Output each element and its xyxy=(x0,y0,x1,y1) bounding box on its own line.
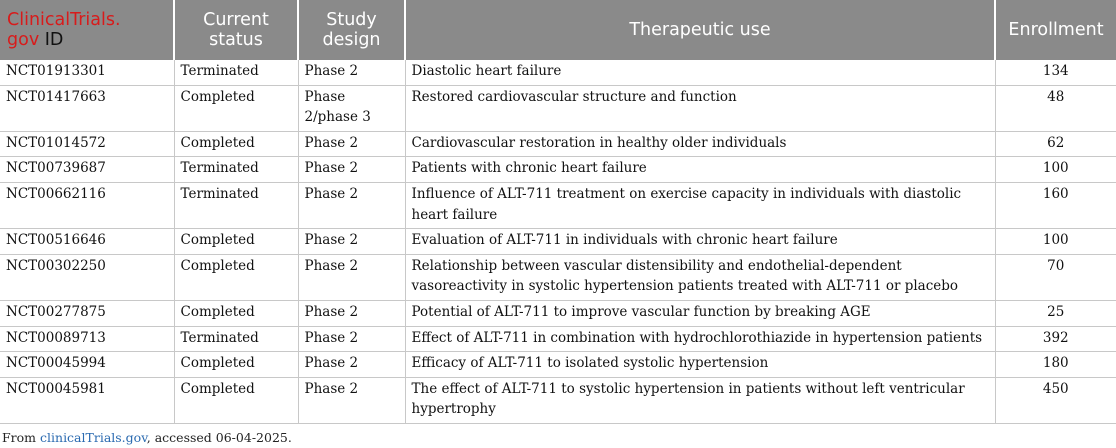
header-trial-id: ClinicalTrials. gov ID xyxy=(0,0,174,60)
study-design-cell: Phase 2 xyxy=(298,326,405,352)
table-row xyxy=(0,377,1116,423)
study-design-cell: Phase 2 xyxy=(298,157,405,183)
study-design-cell: Phase 2/phase 3 xyxy=(298,85,405,131)
status-cell: Completed xyxy=(174,300,298,326)
status-cell: Completed xyxy=(174,377,298,423)
trial-id-cell: NCT00277875 xyxy=(0,300,174,326)
therapeutic-use-cell: Patients with chronic heart failure xyxy=(405,157,995,183)
therapeutic-use-cell: Potential of ALT-711 to improve vascular function by breaking AGE xyxy=(405,300,995,326)
enrollment-cell: 100 xyxy=(995,229,1116,255)
enrollment-cell: 48 xyxy=(995,85,1116,131)
trial-id-cell: NCT00089713 xyxy=(0,326,174,352)
therapeutic-use-cell: The effect of ALT-711 to systolic hypertension in patients without left ventricular hypertrophy xyxy=(405,377,995,423)
enrollment-cell: 100 xyxy=(995,157,1116,183)
header-study-design: Study design xyxy=(298,0,405,60)
table-row xyxy=(0,157,1116,183)
table-row xyxy=(0,254,1116,300)
header-enrollment: Enrollment xyxy=(995,0,1116,60)
enrollment-cell: 62 xyxy=(995,131,1116,157)
trial-id-cell: NCT00302250 xyxy=(0,254,174,300)
therapeutic-use-cell: Diastolic heart failure xyxy=(405,60,995,85)
trial-id-cell: NCT01014572 xyxy=(0,131,174,157)
study-design-cell: Phase 2 xyxy=(298,300,405,326)
trial-id-cell: NCT01913301 xyxy=(0,60,174,85)
trial-id-cell: NCT00045994 xyxy=(0,352,174,378)
table-row xyxy=(0,352,1116,378)
enrollment-cell: 70 xyxy=(995,254,1116,300)
table-row xyxy=(0,326,1116,352)
therapeutic-use-cell: Relationship between vascular distensibility and endothelial-dependent vasoreactivity in systolic hypertension patients treated with ALT-711 or placebo xyxy=(405,254,995,300)
enrollment-cell: 25 xyxy=(995,300,1116,326)
status-cell: Terminated xyxy=(174,326,298,352)
trial-id-cell: NCT01417663 xyxy=(0,85,174,131)
status-cell: Completed xyxy=(174,229,298,255)
status-cell: Terminated xyxy=(174,157,298,183)
table-row xyxy=(0,85,1116,131)
table-header-row xyxy=(0,0,1116,60)
study-design-cell: Phase 2 xyxy=(298,377,405,423)
study-design-cell: Phase 2 xyxy=(298,182,405,228)
status-cell: Completed xyxy=(174,131,298,157)
enrollment-cell: 134 xyxy=(995,60,1116,85)
status-cell: Terminated xyxy=(174,60,298,85)
table-row xyxy=(0,60,1116,85)
trial-id-cell: NCT00045981 xyxy=(0,377,174,423)
trial-id-cell: NCT00516646 xyxy=(0,229,174,255)
trial-id-cell: NCT00662116 xyxy=(0,182,174,228)
enrollment-cell: 392 xyxy=(995,326,1116,352)
clinicaltrials-link[interactable]: clinicalTrials.gov xyxy=(40,430,147,445)
table-row xyxy=(0,229,1116,255)
status-cell: Terminated xyxy=(174,182,298,228)
therapeutic-use-cell: Efficacy of ALT-711 to isolated systolic hypertension xyxy=(405,352,995,378)
enrollment-cell: 160 xyxy=(995,182,1116,228)
table-row xyxy=(0,300,1116,326)
table-row xyxy=(0,131,1116,157)
status-cell: Completed xyxy=(174,352,298,378)
enrollment-cell: 180 xyxy=(995,352,1116,378)
study-design-cell: Phase 2 xyxy=(298,229,405,255)
table-row xyxy=(0,182,1116,228)
table-footnote: From clinicalTrials.gov, accessed 06-04-2025. xyxy=(2,430,292,445)
trial-id-cell: NCT00739687 xyxy=(0,157,174,183)
header-current-status: Current status xyxy=(174,0,298,60)
enrollment-cell: 450 xyxy=(995,377,1116,423)
status-cell: Completed xyxy=(174,254,298,300)
study-design-cell: Phase 2 xyxy=(298,352,405,378)
header-therapeutic-use: Therapeutic use xyxy=(405,0,995,60)
status-cell: Completed xyxy=(174,85,298,131)
therapeutic-use-cell: Influence of ALT-711 treatment on exercise capacity in individuals with diastolic heart failure xyxy=(405,182,995,228)
therapeutic-use-cell: Evaluation of ALT-711 in individuals with chronic heart failure xyxy=(405,229,995,255)
study-design-cell: Phase 2 xyxy=(298,131,405,157)
therapeutic-use-cell: Restored cardiovascular structure and function xyxy=(405,85,995,131)
study-design-cell: Phase 2 xyxy=(298,254,405,300)
therapeutic-use-cell: Cardiovascular restoration in healthy older individuals xyxy=(405,131,995,157)
study-design-cell: Phase 2 xyxy=(298,60,405,85)
therapeutic-use-cell: Effect of ALT-711 in combination with hydrochlorothiazide in hypertension patients xyxy=(405,326,995,352)
